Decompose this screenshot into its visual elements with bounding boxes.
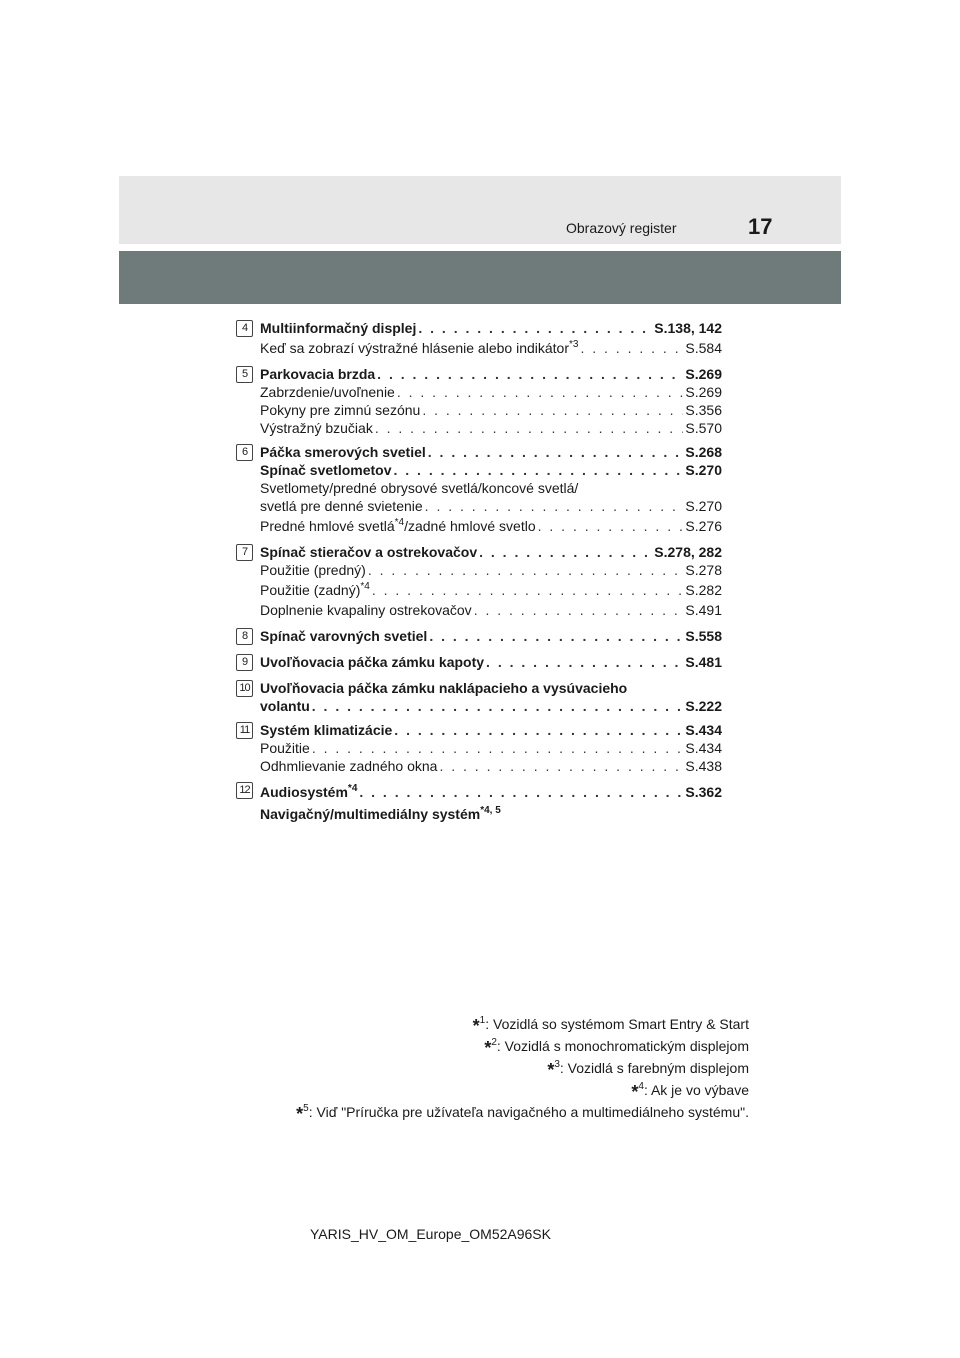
index-group bbox=[236, 365, 722, 437]
index-entry bbox=[260, 497, 722, 515]
dot-leader bbox=[312, 697, 684, 715]
entry-page-ref[interactable]: S.269 bbox=[685, 366, 722, 382]
entry-page-ref[interactable]: S.438 bbox=[685, 758, 722, 774]
document-code: YARIS_HV_OM_Europe_OM52A96SK bbox=[310, 1226, 551, 1242]
callout-number-badge: 9 bbox=[236, 654, 253, 671]
index-entry bbox=[260, 419, 722, 437]
dot-leader bbox=[439, 757, 683, 775]
index-group bbox=[236, 653, 722, 671]
entry-page-ref[interactable]: S.584 bbox=[685, 340, 722, 356]
entry-label: Odhmlievanie zadného okna bbox=[260, 758, 438, 774]
entry-page-ref[interactable]: S.558 bbox=[685, 628, 722, 644]
dot-leader bbox=[429, 627, 683, 645]
footnote-reference: *4 bbox=[394, 517, 405, 528]
index-entry bbox=[260, 579, 722, 601]
dot-leader bbox=[375, 419, 684, 437]
index-group bbox=[236, 319, 722, 359]
dot-leader bbox=[397, 383, 684, 401]
footnote-reference: *4 bbox=[347, 783, 358, 794]
entry-page-ref[interactable]: S.434 bbox=[685, 740, 722, 756]
callout-number-badge: 5 bbox=[236, 366, 253, 383]
entry-page-ref[interactable]: S.481 bbox=[685, 654, 722, 670]
index-entry bbox=[260, 319, 722, 337]
entry-label: Uvoľňovacia páčka zámku kapoty bbox=[260, 654, 485, 670]
entry-page-ref[interactable]: S.268 bbox=[685, 444, 722, 460]
entry-page-ref[interactable]: S.362 bbox=[685, 784, 722, 800]
footnote: *$^4$: Ak je vo výbave bbox=[631, 1081, 749, 1102]
entry-label: Spínač svetlometov bbox=[260, 462, 392, 478]
entry-page-ref[interactable]: S.138, 142 bbox=[654, 320, 722, 336]
entry-label: Systém klimatizácie bbox=[260, 722, 393, 738]
entry-page-ref[interactable]: S.356 bbox=[685, 402, 722, 418]
entry-page-ref[interactable]: S.222 bbox=[685, 698, 722, 714]
section-title: Obrazový register bbox=[566, 220, 677, 236]
footnotes bbox=[296, 1014, 749, 1124]
entry-label: volantu bbox=[260, 698, 310, 714]
entry-label: Predné hmlové svetlá$^{*4}$/zadné hmlové svetlo bbox=[260, 517, 536, 534]
footnote: *$^5$: Viď "Príručka pre užívateľa navigačného a multimediálneho systému". bbox=[296, 1103, 749, 1124]
dot-leader bbox=[394, 721, 683, 739]
entry-page-ref[interactable]: S.269 bbox=[685, 384, 722, 400]
callout-number-badge: 10 bbox=[236, 680, 253, 697]
entry-label: Pokyny pre zimnú sezónu bbox=[260, 402, 421, 418]
entry-label: Navigačný/multimediálny systém$^{*4, 5}$ bbox=[260, 805, 501, 822]
index-entry bbox=[260, 697, 722, 715]
dot-leader bbox=[428, 443, 684, 461]
callout-number-badge: 4 bbox=[236, 320, 253, 337]
entry-label: Svetlomety/predné obrysové svetlá/koncové svetlá/ bbox=[260, 480, 579, 496]
callout-number-badge: 12 bbox=[236, 782, 253, 799]
entry-label: Spínač stieračov a ostrekovačov bbox=[260, 544, 478, 560]
dot-leader bbox=[312, 739, 684, 757]
index-entry bbox=[260, 337, 722, 359]
dot-leader bbox=[368, 561, 684, 579]
dot-leader bbox=[394, 461, 684, 479]
entry-label: svetlá pre denné svietenie bbox=[260, 498, 423, 514]
entry-page-ref[interactable]: S.491 bbox=[685, 602, 722, 618]
entry-label: Uvoľňovacia páčka zámku naklápacieho a vysúvacieho bbox=[260, 680, 628, 696]
index-entry bbox=[260, 601, 722, 619]
index-group bbox=[236, 543, 722, 619]
entry-page-ref[interactable]: S.570 bbox=[685, 420, 722, 436]
index-entry bbox=[260, 679, 722, 697]
entry-label: Páčka smerových svetiel bbox=[260, 444, 426, 460]
entry-page-ref[interactable]: S.434 bbox=[685, 722, 722, 738]
entry-label: Keď sa zobrazí výstražné hlásenie alebo indikátor$^{*3}$ bbox=[260, 339, 579, 356]
dot-leader bbox=[474, 601, 684, 619]
index-entry bbox=[260, 543, 722, 561]
index-group bbox=[236, 627, 722, 645]
footnote: *$^3$: Vozidlá s farebným displejom bbox=[547, 1059, 749, 1080]
entry-label: Audiosystém$^{*4}$ bbox=[260, 783, 358, 800]
index-group bbox=[236, 443, 722, 537]
callout-number-badge: 6 bbox=[236, 444, 253, 461]
entry-label: Použitie (predný) bbox=[260, 562, 366, 578]
index-entry bbox=[260, 461, 722, 479]
index-entry bbox=[260, 757, 722, 775]
dot-leader bbox=[538, 515, 684, 537]
index-entry bbox=[260, 781, 722, 803]
entry-label: Zabrzdenie/uvoľnenie bbox=[260, 384, 395, 400]
index-entry bbox=[260, 383, 722, 401]
dot-leader bbox=[422, 401, 683, 419]
index-group bbox=[236, 721, 722, 775]
entry-label: Výstražný bzučiak bbox=[260, 420, 373, 436]
dot-leader bbox=[359, 781, 683, 803]
dot-leader bbox=[372, 579, 684, 601]
footnote-reference: *3 bbox=[569, 339, 579, 350]
callout-number-badge: 7 bbox=[236, 544, 253, 561]
index-entry bbox=[260, 627, 722, 645]
footnote-reference: *4, 5 bbox=[480, 805, 501, 816]
index-entry bbox=[260, 401, 722, 419]
entry-label: Doplnenie kvapaliny ostrekovačov bbox=[260, 602, 472, 618]
entry-label: Multiinformačný displej bbox=[260, 320, 417, 336]
footnote: *$^2$: Vozidlá s monochromatickým displejom bbox=[484, 1037, 749, 1058]
entry-page-ref[interactable]: S.270 bbox=[685, 498, 722, 514]
callout-number-badge: 8 bbox=[236, 628, 253, 645]
index-entry bbox=[260, 365, 722, 383]
dot-leader bbox=[377, 365, 683, 383]
entry-page-ref[interactable]: S.278 bbox=[685, 562, 722, 578]
entry-label: Použitie (zadný)$^{*4}$ bbox=[260, 581, 370, 598]
entry-label: Použitie bbox=[260, 740, 310, 756]
dot-leader bbox=[580, 337, 683, 359]
callout-number-badge: 11 bbox=[236, 722, 253, 739]
entry-label: Parkovacia brzda bbox=[260, 366, 376, 382]
index-entry bbox=[260, 653, 722, 671]
dot-leader bbox=[418, 319, 652, 337]
header-band-light bbox=[119, 176, 841, 244]
index-entry bbox=[260, 803, 722, 825]
page-number: 17 bbox=[748, 214, 773, 239]
index-entry bbox=[260, 721, 722, 739]
index-entry bbox=[260, 739, 722, 757]
entry-page-ref[interactable]: S.276 bbox=[685, 518, 722, 534]
index-list bbox=[236, 319, 722, 825]
index-entry bbox=[260, 479, 722, 497]
index-group bbox=[236, 679, 722, 715]
dot-leader bbox=[479, 543, 652, 561]
entry-page-ref[interactable]: S.270 bbox=[685, 462, 722, 478]
entry-label: Spínač varovných svetiel bbox=[260, 628, 428, 644]
index-entry bbox=[260, 515, 722, 537]
index-entry bbox=[260, 443, 722, 461]
dot-leader bbox=[425, 497, 684, 515]
entry-page-ref[interactable]: S.278, 282 bbox=[654, 544, 722, 560]
header-band-dark bbox=[119, 251, 841, 304]
dot-leader bbox=[486, 653, 683, 671]
footnote: *$^1$: Vozidlá so systémom Smart Entry & Start bbox=[472, 1015, 749, 1036]
index-group bbox=[236, 781, 722, 825]
entry-page-ref[interactable]: S.282 bbox=[685, 582, 722, 598]
index-entry bbox=[260, 561, 722, 579]
footnote-reference: *4 bbox=[360, 581, 370, 592]
